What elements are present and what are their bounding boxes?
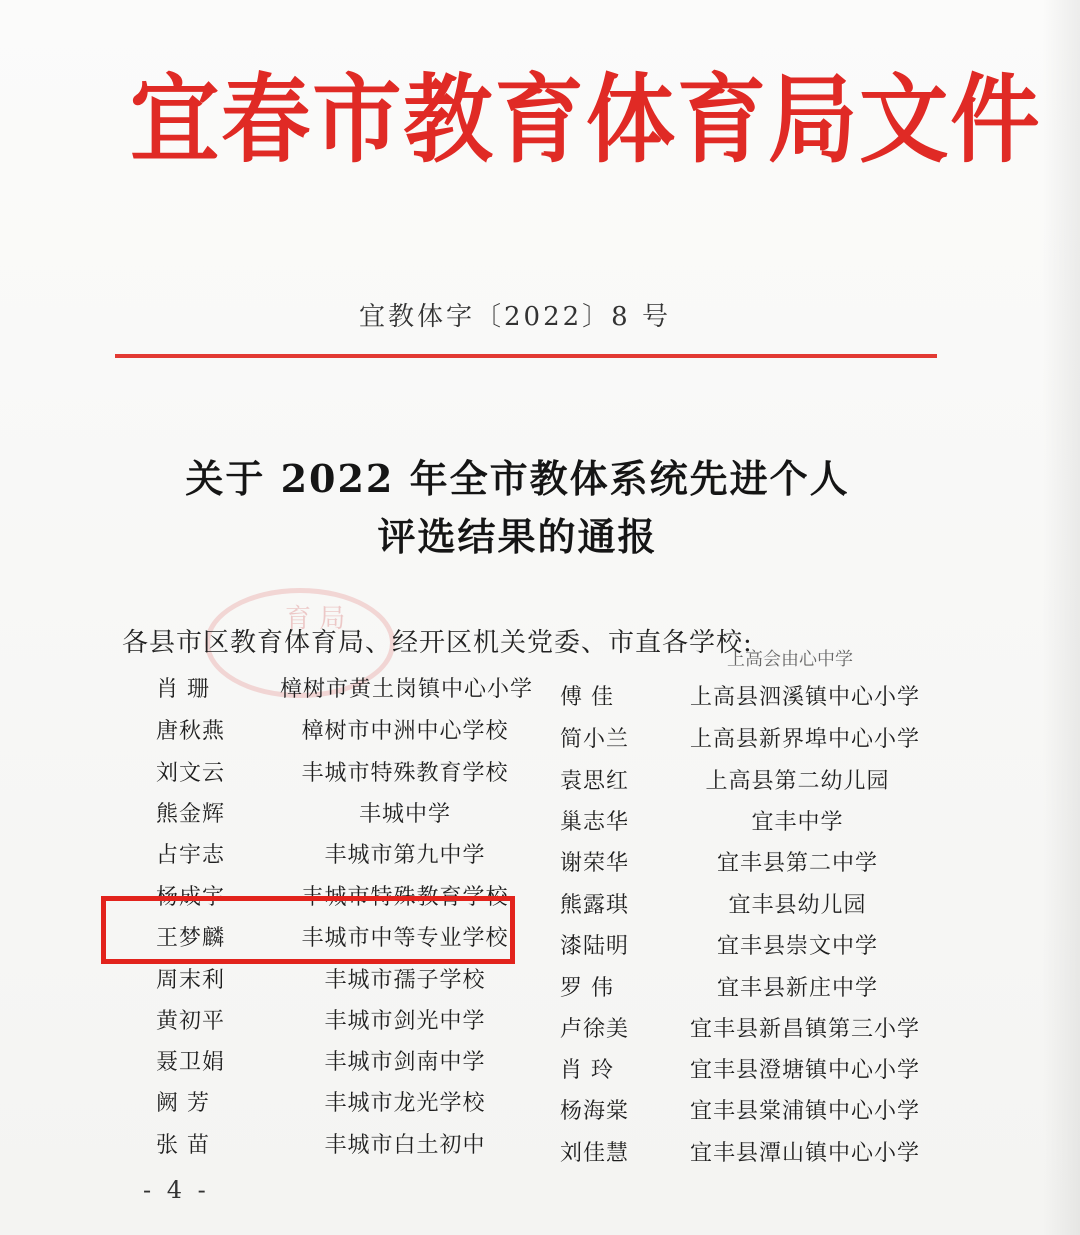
table-row [0, 797, 1080, 837]
awardee-name: 巢志华 [560, 810, 630, 835]
awardee-name: 杨成宇 [156, 885, 226, 910]
table-row [0, 838, 1080, 878]
awardee-name: 熊金辉 [156, 802, 226, 827]
awardee-name: 傅 佳 [560, 685, 614, 710]
awardee-name: 刘文云 [156, 761, 226, 786]
highlight-box [101, 896, 515, 964]
awardee-name: 袁思红 [560, 769, 630, 794]
awardee-school: 丰城市白土初中 [324, 1133, 486, 1158]
document-masthead: 宜春市教育体育局文件 [130, 64, 1042, 176]
awardee-name: 王梦麟 [156, 926, 226, 951]
awardee-school: 丰城市剑南中学 [324, 1050, 486, 1075]
awardee-school: 上高县第二幼儿园 [705, 769, 890, 794]
partial-cutoff-row-right: 上高会由心中学 [727, 649, 853, 670]
official-seal-text: 育 局 [285, 604, 346, 634]
awardee-name: 阙 芳 [156, 1091, 210, 1116]
table-row [0, 714, 1080, 754]
awardee-school: 宜丰县崇文中学 [716, 934, 878, 959]
table-row [0, 1004, 1080, 1044]
table-row [0, 756, 1080, 796]
awardee-name: 罗 伟 [560, 976, 614, 1001]
awardee-name: 卢徐美 [560, 1017, 630, 1042]
awardee-school: 宜丰县幼儿园 [728, 893, 867, 918]
table-row [0, 1045, 1080, 1085]
awardee-school: 上高县泗溪镇中心小学 [690, 685, 921, 710]
awardee-school: 宜丰县新昌镇第三小学 [690, 1017, 921, 1042]
awardee-school: 丰城市特殊教育学校 [301, 761, 509, 786]
document-number: 宜教体字〔2022〕8 号 [359, 302, 671, 332]
awardee-name: 张 苗 [156, 1133, 210, 1158]
awardee-name: 唐秋燕 [156, 719, 226, 744]
awardee-school: 宜丰县棠浦镇中心小学 [690, 1099, 921, 1124]
awardee-school: 丰城市龙光学校 [324, 1091, 486, 1116]
awardee-school: 丰城市特殊教育学校 [301, 885, 509, 910]
awardee-name: 熊露琪 [560, 893, 630, 918]
awardee-name: 漆陆明 [560, 934, 630, 959]
awardee-name: 简小兰 [560, 727, 630, 752]
awardee-name: 谢荣华 [560, 851, 630, 876]
awardee-school: 丰城中学 [358, 802, 451, 827]
awardee-school: 樟树市中洲中心学校 [301, 719, 509, 744]
awardee-school: 丰城市中等专业学校 [301, 926, 509, 951]
awardee-school: 丰城市剑光中学 [324, 1009, 486, 1034]
table-row [0, 1086, 1080, 1126]
awardee-name: 肖 珊 [156, 677, 210, 702]
salutation-line: 各县市区教育体育局、经开区机关党委、市直各学校: [122, 628, 753, 658]
awardee-school: 宜丰县新庄中学 [716, 976, 878, 1001]
table-row [0, 672, 1080, 712]
red-divider-rule [115, 354, 937, 358]
awardee-name: 周末利 [156, 968, 226, 993]
page-number: - 4 - [143, 1176, 210, 1204]
awardee-school: 丰城市第九中学 [324, 843, 486, 868]
document-title-line-1: 关于 2022 年全市教体系统先进个人 [185, 456, 850, 501]
awardee-name: 刘佳慧 [560, 1141, 630, 1166]
document-title-line-2: 评选结果的通报 [377, 514, 658, 559]
awardee-name: 黄初平 [156, 1009, 226, 1034]
table-row [0, 963, 1080, 1003]
awardee-school: 上高县新界埠中心小学 [690, 727, 921, 752]
awardee-school: 宜丰县第二中学 [716, 851, 878, 876]
table-row [0, 1128, 1080, 1168]
awardee-name: 杨海棠 [560, 1099, 630, 1124]
awardee-name: 占宇志 [156, 843, 226, 868]
awardee-name: 肖 玲 [560, 1058, 614, 1083]
awardee-school: 宜丰县潭山镇中心小学 [690, 1141, 921, 1166]
awardee-school: 宜丰中学 [751, 810, 844, 835]
awardee-school: 丰城市孺子学校 [324, 968, 486, 993]
awardee-name: 聂卫娟 [156, 1050, 226, 1075]
awardee-school: 樟树市黄土岗镇中心小学 [280, 677, 534, 702]
awardee-school: 宜丰县澄塘镇中心小学 [690, 1058, 921, 1083]
